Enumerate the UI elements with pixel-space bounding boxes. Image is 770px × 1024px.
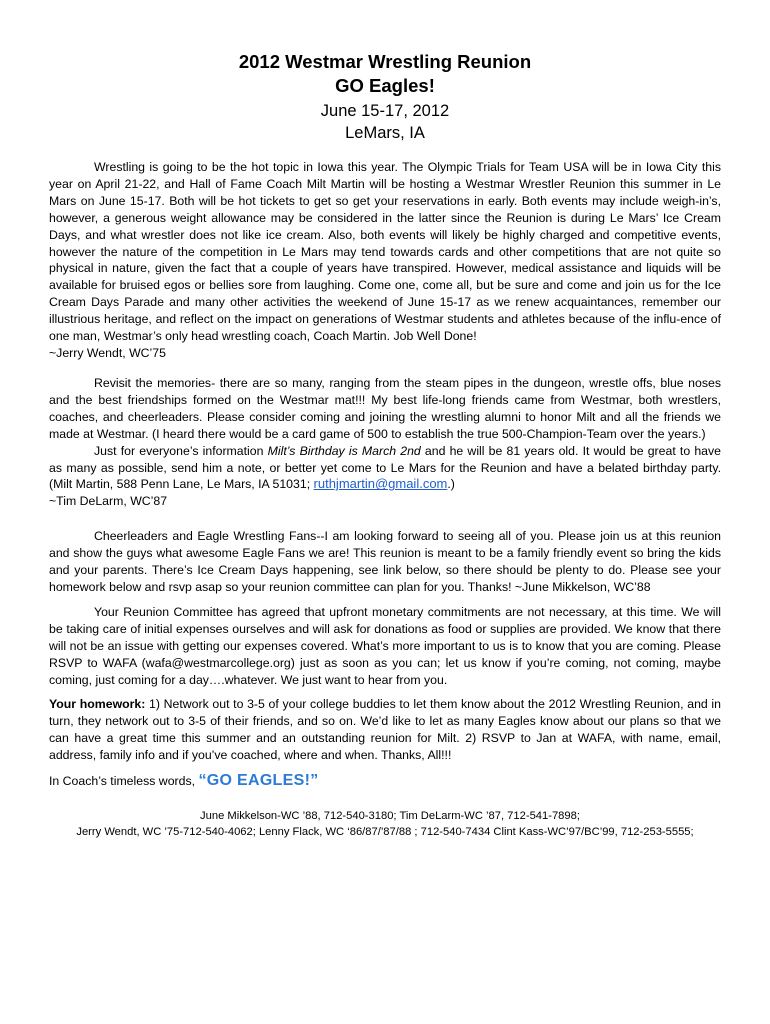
paragraph-1-text: Wrestling is going to be the hot topic in Iowa this year. The Olympic Trials for Team USA will be in Iowa City this year on April 21-22, and Hall of Fame Coach Milt Martin will be hosting a Westmar Wrestler Reunion this summer in Le Mars on June 15-17. Both will be hot tickets to get so get your reservations in early. Both events may include weigh-in’s, however, a generous weight allowance may be considered in the latter since the Reunion is during Le Mars’ Ice Cream Days, and what wrestler does not like ice cream. Also, both events will likely be highly charged and competitive events, however the nature of the competition in Le Mars may tend towards cards and other competitions that are not quite so physical in nature, given the fact that a couple of years have transpired. However, medical assistance and liquids will be available for bruised egos or bellies sore from laughing. Come one, come all, but be sure and come and join us for the Ice Cream Days Parade and many other activities the weekend of June 15-17 as we renew acquaintances, remember our illustrious heritage, and reflect on the impact on generations of Westmar students and athletes because of the influ-ence of one man, Westmar’s only head wrestling coach, Coach Martin. Job Well Done!	[49, 160, 721, 344]
paragraph-2-text: Revisit the memories- there are so many, ranging from the steam pipes in the dungeon, wrestle offs, blue noses and the best friendships formed on the Westmar mat!!! My best life-long friends came from Westmar, both wrestlers, coaches, and cheerleaders. Please consider coming and joining the wrestling alumni to honor Milt and all the friends we made at Westmar. (I heard there would be a card game of 500 to establish the true 500-Champion-Team over the years.)	[49, 376, 721, 441]
birthday-pre: Just for everyone’s information	[94, 443, 268, 458]
birthday-end: .)	[447, 477, 455, 492]
event-location: LeMars, IA	[345, 124, 425, 142]
paragraph-1-signature: ~Jerry Wendt, WC’75	[49, 345, 166, 360]
go-eagles-quote: “GO EAGLES!”	[198, 772, 319, 789]
paragraph-3-text: Cheerleaders and Eagle Wrestling Fans--I am looking forward to seeing all of you. Please join us at this reunion and show the guys what awesome Eagle Fans we are! This reunion is meant to be a family friendly event so bring the kids and your parents. There’s Ice Cream Days happening, see link below, so there should be plenty to do. Please see your homework below and rsvp asap so your reunion committee can plan for you. Thanks! ~June Mikkelson, WC’88	[49, 529, 721, 594]
homework-text: 1) Network out to 3-5 of your college buddies to let them know about the 2012 Wrestling Reunion, and in turn, they network out to 3-5 of their friends, and so on. We’d like to let as many Eagles know about our plans so that we can have a great time this summer and an outstanding reunion for Milt. 2) RSVP to Jan at WAFA, with name, email, address, family info and if you’ve coached, where and when. Thanks, All!!!	[49, 697, 721, 762]
birthday-post: and he will be 81 years old. It would be great to have as many as possible, send him a note, or better yet come to Le Mars for the Reunion and have a belated birthday party. (Milt Martin, 588 Penn Lane, Le Mars, IA 51031;	[49, 443, 721, 492]
page-subtitle: GO Eagles!	[335, 75, 435, 96]
event-dates: June 15-17, 2012	[320, 102, 450, 120]
closing-pre: In Coach’s timeless words,	[49, 774, 199, 788]
birthday-emphasis: Milt’s Birthday is March 2nd	[267, 443, 421, 458]
paragraph-2-signature: ~Tim DeLarm, WC’87	[49, 494, 168, 509]
homework-text-block	[49, 696, 721, 764]
birthday-paragraph	[49, 443, 721, 494]
paragraph-4	[49, 604, 721, 689]
contact-list	[0, 808, 770, 840]
closing-line	[49, 773, 721, 790]
paragraph-3	[49, 528, 721, 596]
contact-line-2: Jerry Wendt, WC ’75-712-540-4062; Lenny Flack, WC ‘86/87/’87/88 ; 712-540-7434 Clint Kass-WC’97/BC’99, 712-253-5555;	[76, 826, 694, 838]
paragraph-4-text: Your Reunion Committee has agreed that upfront monetary commitments are not necessary, at this time. We will be taking care of initial expenses ourselves and will ask for donations as food or supplies are provided. We know that there will not be an issue with getting our expenses covered. What’s more important to us is to know that you are coming. Please RSVP to WAFA (wafa@westmarcollege.org) just as soon as you can; let us know if you’re coming, not coming, maybe coming, just coming for a day….whatever. We just want to hear from you.	[49, 605, 721, 687]
paragraph-2	[49, 375, 721, 510]
homework-paragraph	[49, 696, 721, 764]
homework-label: Your homework:	[49, 697, 146, 711]
paragraph-1	[49, 159, 721, 362]
document-header	[0, 50, 770, 144]
page-title: 2012 Westmar Wrestling Reunion	[238, 51, 532, 72]
email-link[interactable]: ruthjmartin@gmail.com	[313, 476, 448, 492]
contact-line-1: June Mikkelson-WC ’88, 712-540-3180; Tim DeLarm-WC ’87, 712-541-7898;	[200, 810, 580, 822]
